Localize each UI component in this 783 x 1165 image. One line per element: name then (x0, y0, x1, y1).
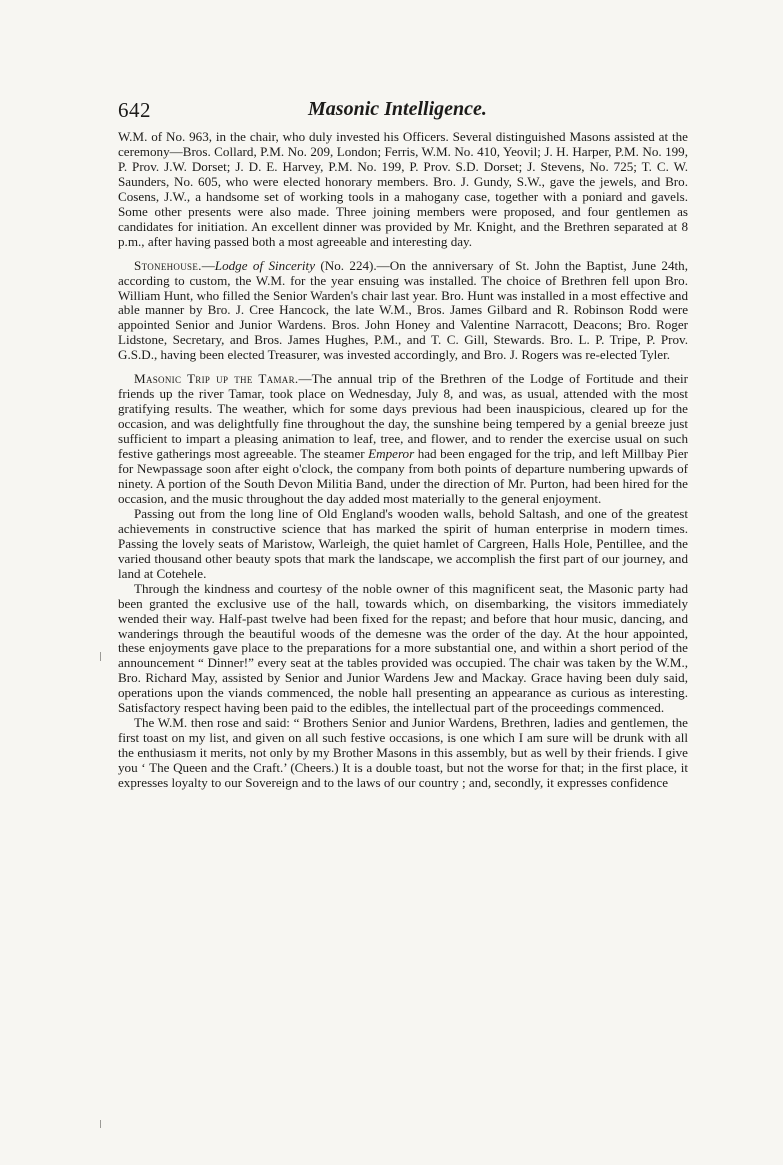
section-heading-tamar: Masonic Trip up the Tamar. (134, 371, 299, 387)
margin-mark (100, 1120, 101, 1128)
steamer-name: Emperor (368, 446, 415, 462)
stonehouse-text: (No. 224).—On the anniversary of St. John the Baptist, June 24th, according to custom, the W.M. for the year ensuing was installed. The choice of Brethren fell upon Bro. William Hunt, who filled the Senior Warden's chair last year. Bro. Hunt was installed in a most effective and able manner by Bro. J. Cree Hancock, the late W.M., Bros. James Gilbard and R. Robinson Rodd were appointed Senior and Junior Wardens. Bros. John Honey and Valentine Narracott, Deacons; Bro. Roger Lidstone, Secretary, and Bros. James Hughes, P.M., and T. C. Gill, Stewards. Bro. L. P. Tripe, P. Prov. G.S.D., having been elected Treasurer, was invested accordingly, and Bro. J. Rogers was re-elected Tyler. (118, 257, 688, 363)
paragraph-toast: The W.M. then rose and said: “ Brothers Senior and Junior Wardens, Brethren, ladies and gentlemen, the first toast on my list, and given on all such festive occasions, is one which I am sure will be drunk with all the enthusiasm it merits, not only by my Brother Masons in this assembly, but as well by their friends. I give you ‘ The Queen and the Craft.’ (Cheers.) It is a double toast, but not the worse for that; in the first place, it expresses loyalty to our Sovereign and to the laws of our country ; and, secondly, it expresses confidence (118, 715, 688, 791)
margin-mark (100, 652, 101, 661)
paragraph-saltash: Passing out from the long line of Old England's wooden walls, behold Saltash, and one of the greatest achievements in constructive science that has marked the spirit of human enterprise in modern times. Passing the lovely seats of Maristow, Warleigh, the quiet hamlet of Cargreen, Halls Hole, Pentillee, and the varied thousand other beauty spots that mark the landscape, we accomplish the first part of our journey, and land at Cotehele. (118, 505, 688, 581)
paragraph-cotehele-dinner: Through the kindness and courtesy of the noble owner of this magnificent seat, the Masonic party had been granted the exclusive use of the hall, towards which, on disembarking, the visitors immediately wended their way. Half-past twelve had been fixed for the repast; and before that hour music, dancing, and wanderings through the beautiful woods of the demesne was the order of the day. At the hour appointed, these enjoyments gave place to the preparations for a more substantial one, and within a short period of the announcement “ Dinner!” every seat at the tables provided was occupied. The chair was taken by the W.M., Bro. Richard May, assisted by Senior and Junior Wardens Jew and Mackay. Grace having been duly said, operations upon the viands commenced, the noble hall presenting an appearance as curious as interesting. Satisfactory respect having been paid to the edibles, the intellectual part of the proceedings commenced. (118, 580, 688, 716)
article-body (118, 130, 688, 791)
page-number: 642 (118, 98, 151, 122)
paragraph-stonehouse (118, 259, 688, 364)
lodge-name: Lodge of Sincerity (214, 257, 316, 273)
running-title: Masonic Intelligence. (308, 98, 487, 120)
heading-dash: — (201, 257, 215, 273)
tamar-text-a: —The annual trip of the Brethren of the Lodge of Fortitude and their friends up the river Tamar, took place on Wednesday, July 8, and was, as usual, attended with the most gratifying results. The weather, which for some days previous had been inauspicious, cleared up for the occasion, and was delightfully fine throughout the day, the sunshine being tempered by a genial breeze just sufficient to impart a pleasing animation to leaf, tree, and flower, and to render the exercise usual on such festive gatherings most agreeable. The steamer (118, 371, 688, 462)
page-header (118, 98, 688, 124)
paragraph-tamar-trip (118, 372, 688, 507)
paragraph-lodge-officers: W.M. of No. 963, in the chair, who duly invested his Officers. Several distinguished Masons assisted at the ceremony—Bros. Collard, P.M. No. 209, London; Ferris, W.M. No. 410, Yeovil; J. H. Harper, P.M. No. 199, P. Prov. J.W. Dorset; J. D. E. Harvey, P.M. No. 199, P. Prov. S.D. Dorset; J. Stevens, No. 725; T. C. W. Saunders, No. 605, who were elected honorary members. Bro. J. Gundy, S.W., gave the jewels, and Bro. Cosens, J.W., a handsome set of working tools in a mahogany case, together with a poniard and gavels. Some other presents were also made. Three joining members were proposed, and four gentlemen as candidates for initiation. An excellent dinner was provided by Mr. Knight, and the Brethren separated at 8 p.m., after having passed both a most agreeable and interesting day. (118, 129, 688, 249)
tamar-text-b: had been engaged for the trip, and left Millbay Pier for Newpassage soon after eight o'clock, the company from both points of departure numbering upwards of ninety. A portion of the South Devon Militia Band, under the direction of Mr. Purton, had been hired for the occasion, and the music throughout the day added most materially to the general enjoyment. (118, 446, 688, 506)
section-heading-stonehouse: Stonehouse. (134, 257, 202, 273)
